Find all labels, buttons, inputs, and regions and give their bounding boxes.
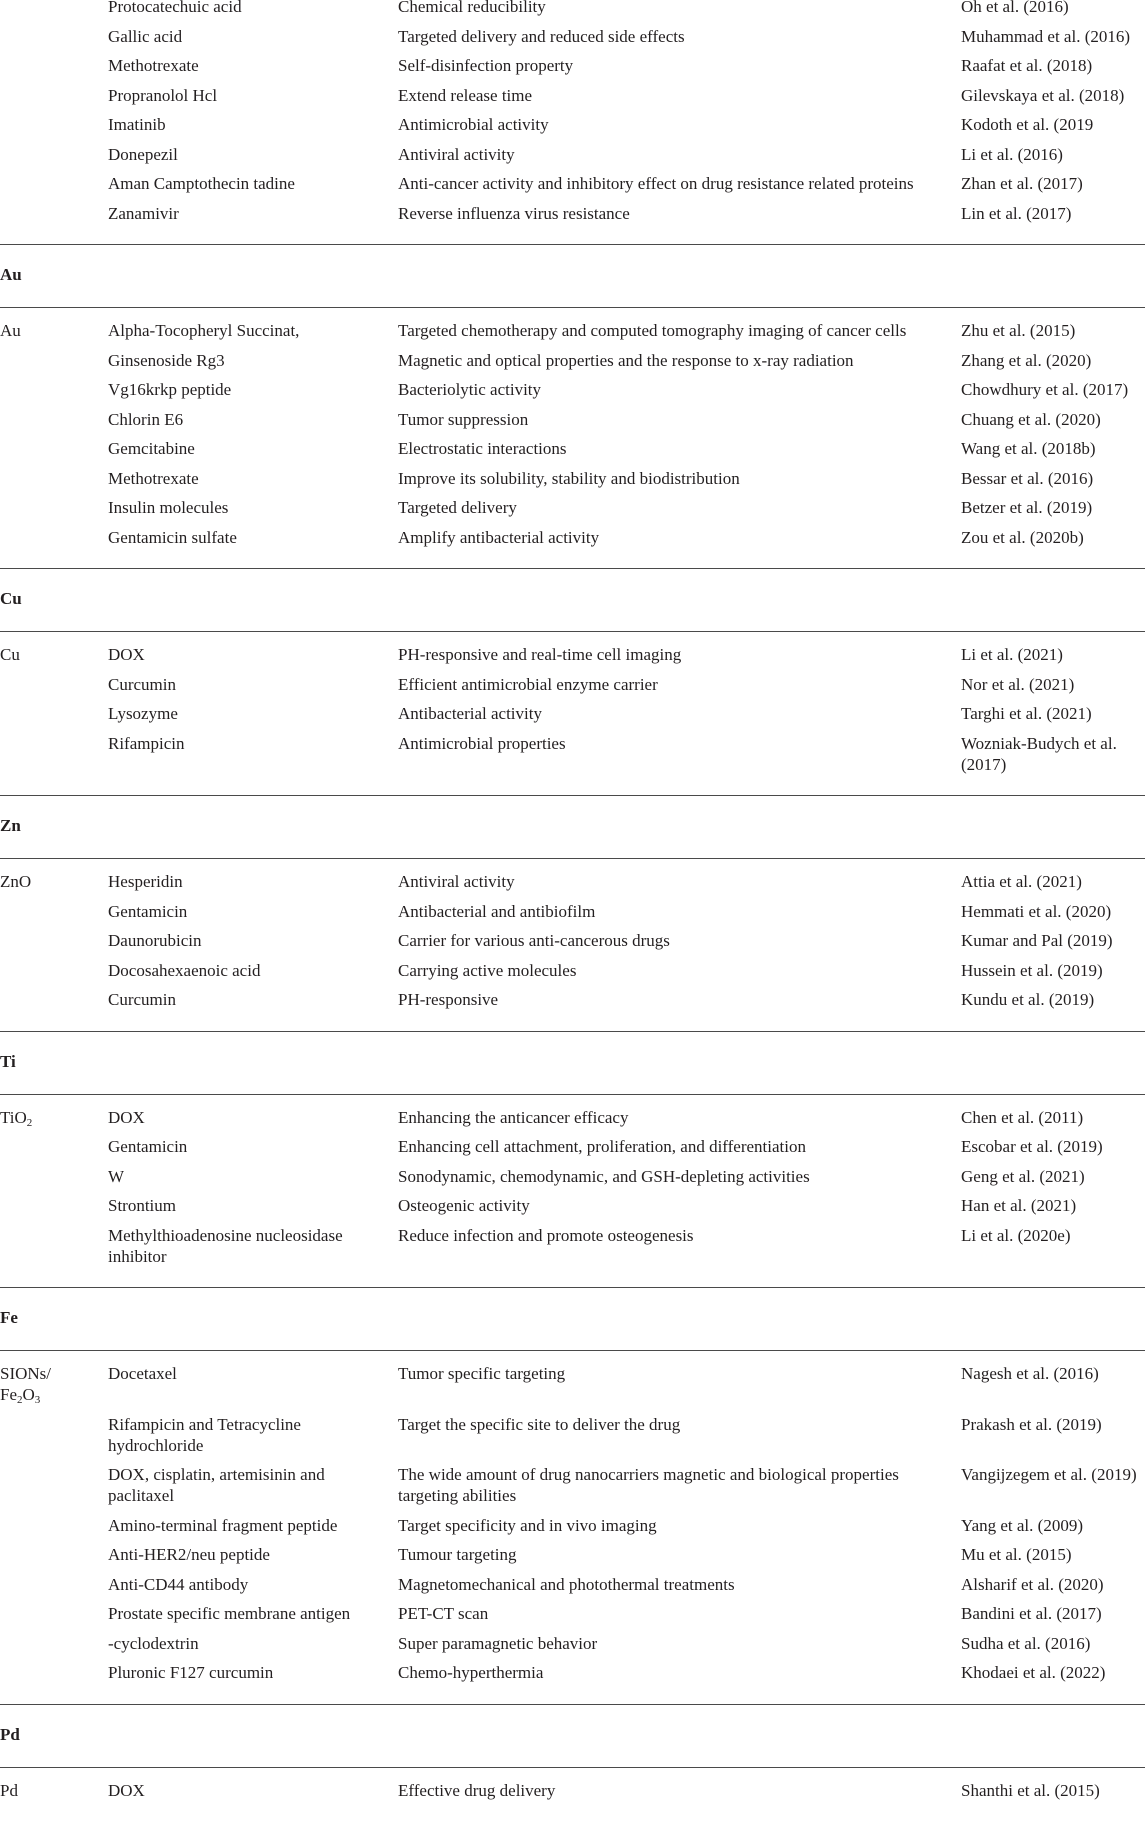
role-cell: Osteogenic activity bbox=[398, 1196, 530, 1215]
material-text: Cu bbox=[0, 645, 20, 664]
role-cell: Efficient antimicrobial enzyme carrier bbox=[398, 674, 658, 694]
material-cell bbox=[0, 1107, 100, 1128]
material-subscript: 3 bbox=[34, 1394, 41, 1406]
role-cell: Target the specific site to deliver the drug bbox=[398, 1414, 681, 1434]
reference-cell: Lin et al. (2017) bbox=[961, 203, 1072, 223]
role-cell: Antimicrobial properties bbox=[398, 733, 566, 753]
reference-cell: Targhi et al. (2021) bbox=[961, 704, 1092, 723]
section-header bbox=[0, 1704, 1145, 1768]
role-cell: Enhancing cell attachment, proliferation, and differentiation bbox=[398, 1137, 806, 1156]
drug-cell: Chlorin E6 bbox=[108, 409, 184, 429]
reference-cell: Oh et al. (2016) bbox=[961, 0, 1069, 16]
reference-cell: Hemmati et al. (2020) bbox=[961, 901, 1112, 921]
material-cell bbox=[0, 644, 100, 665]
section-label: Zn bbox=[0, 816, 21, 835]
material-cell bbox=[0, 1780, 100, 1801]
drug-cell: Strontium bbox=[108, 1196, 177, 1215]
reference-cell: Bessar et al. (2016) bbox=[961, 468, 1094, 488]
reference-cell: Shanthi et al. (2015) bbox=[961, 1780, 1100, 1800]
drug-cell: Lysozyme bbox=[108, 704, 178, 723]
drug-cell: Hesperidin bbox=[108, 872, 183, 891]
reference-cell: Escobar et al. (2019) bbox=[961, 1137, 1103, 1156]
material-subscript: 2 bbox=[26, 1116, 33, 1129]
drug-cell: Methotrexate bbox=[108, 468, 199, 488]
drug-cell: Curcumin bbox=[108, 674, 176, 694]
reference-cell: Nor et al. (2021) bbox=[961, 674, 1075, 694]
role-cell: The wide amount of drug nanocarriers magnetic and biological properties targeting abilities bbox=[398, 1465, 899, 1505]
reference-cell: Muhammad et al. (2016) bbox=[961, 26, 1131, 46]
drug-cell: Protocatechuic acid bbox=[108, 0, 242, 16]
role-cell: Carrying active molecules bbox=[398, 960, 577, 980]
reference-cell: Chowdhury et al. (2017) bbox=[961, 380, 1129, 399]
reference-cell: Hussein et al. (2019) bbox=[961, 960, 1103, 980]
role-cell: Chemical reducibility bbox=[398, 0, 546, 16]
reference-cell: Kodoth et al. (2019 bbox=[961, 115, 1094, 134]
role-cell: Carrier for various anti-cancerous drugs bbox=[398, 931, 670, 950]
role-cell: Targeted chemotherapy and computed tomography imaging of cancer cells bbox=[398, 321, 907, 340]
role-cell: Anti-cancer activity and inhibitory effect on drug resistance related proteins bbox=[398, 174, 914, 193]
drug-cell: Donepezil bbox=[108, 144, 178, 164]
material-text: ZnO bbox=[0, 872, 32, 891]
reference-cell: Vangijzegem et al. (2019) bbox=[961, 1465, 1137, 1484]
drug-cell: Docosahexaenoic acid bbox=[108, 960, 261, 980]
role-cell: Self-disinfection property bbox=[398, 56, 574, 75]
section-header bbox=[0, 244, 1145, 308]
material-text-line2b: O bbox=[22, 1385, 35, 1404]
drug-cell: Amino-terminal fragment peptide bbox=[108, 1515, 338, 1535]
role-cell: Improve its solubility, stability and biodistribution bbox=[398, 468, 740, 488]
section-header bbox=[0, 568, 1145, 632]
section-label: Fe bbox=[0, 1308, 18, 1327]
reference-cell: Khodaei et al. (2022) bbox=[961, 1663, 1106, 1682]
reference-cell: Zhang et al. (2020) bbox=[961, 350, 1092, 370]
reference-cell: Yang et al. (2009) bbox=[961, 1515, 1083, 1535]
role-cell: PH-responsive bbox=[398, 990, 499, 1009]
drug-cell: DOX bbox=[108, 645, 145, 664]
role-cell: Enhancing the anticancer efficacy bbox=[398, 1107, 629, 1127]
drug-cell: Insulin molecules bbox=[108, 498, 229, 517]
reference-cell: Kumar and Pal (2019) bbox=[961, 931, 1113, 950]
reference-cell: Zou et al. (2020b) bbox=[961, 527, 1084, 547]
drug-cell: Curcumin bbox=[108, 990, 176, 1009]
reference-cell: Chuang et al. (2020) bbox=[961, 409, 1101, 429]
material-cell bbox=[0, 871, 100, 892]
drug-cell: Propranolol Hcl bbox=[108, 85, 218, 105]
role-cell: Tumour targeting bbox=[398, 1545, 517, 1564]
role-cell: Targeted delivery and reduced side effects bbox=[398, 26, 685, 46]
reference-cell: Raafat et al. (2018) bbox=[961, 56, 1093, 75]
reference-cell: Nagesh et al. (2016) bbox=[961, 1364, 1099, 1383]
role-cell: PH-responsive and real-time cell imaging bbox=[398, 645, 682, 664]
role-cell: Amplify antibacterial activity bbox=[398, 527, 600, 547]
reference-cell: Han et al. (2021) bbox=[961, 1196, 1077, 1215]
drug-cell: Daunorubicin bbox=[108, 931, 202, 950]
role-cell: Sonodynamic, chemodynamic, and GSH-depleting activities bbox=[398, 1166, 810, 1186]
role-cell: Antibacterial activity bbox=[398, 704, 542, 723]
material-text: SIONs/ bbox=[0, 1364, 52, 1383]
section-header bbox=[0, 795, 1145, 859]
role-cell: Antiviral activity bbox=[398, 872, 515, 891]
section-label: Au bbox=[0, 265, 22, 284]
drug-cell: Anti-HER2/neu peptide bbox=[108, 1545, 270, 1564]
reference-cell: Sudha et al. (2016) bbox=[961, 1633, 1091, 1653]
drug-cell: Docetaxel bbox=[108, 1364, 177, 1383]
reference-cell: Alsharif et al. (2020) bbox=[961, 1574, 1104, 1594]
reference-cell: Geng et al. (2021) bbox=[961, 1166, 1085, 1186]
drug-cell: Zanamivir bbox=[108, 203, 179, 223]
role-cell: Antibacterial and antibiofilm bbox=[398, 901, 596, 921]
drug-cell: Gemcitabine bbox=[108, 439, 195, 458]
drug-cell: Gentamicin bbox=[108, 901, 188, 921]
drug-cell: DOX bbox=[108, 1107, 145, 1127]
section-label: Pd bbox=[0, 1724, 20, 1744]
material-cell bbox=[0, 320, 100, 341]
reference-cell: Li et al. (2021) bbox=[961, 645, 1063, 664]
reference-cell: Chen et al. (2011) bbox=[961, 1107, 1084, 1127]
drug-cell: Methotrexate bbox=[108, 56, 199, 75]
reference-cell: Wozniak-Budych et al. (2017) bbox=[961, 733, 1117, 774]
role-cell: Electrostatic interactions bbox=[398, 439, 567, 458]
drug-cell: DOX, cisplatin, artemisinin and paclitaxel bbox=[108, 1465, 325, 1505]
drug-cell: Aman Camptothecin tadine bbox=[108, 174, 295, 193]
role-cell: Tumor specific targeting bbox=[398, 1364, 566, 1383]
role-cell: Magnetomechanical and photothermal treatments bbox=[398, 1574, 735, 1594]
section-header bbox=[0, 1031, 1145, 1095]
role-cell: Extend release time bbox=[398, 85, 533, 105]
reference-cell: Zhan et al. (2017) bbox=[961, 174, 1083, 193]
reference-cell: Gilevskaya et al. (2018) bbox=[961, 85, 1125, 105]
reference-cell: Attia et al. (2021) bbox=[961, 872, 1082, 891]
reference-cell: Zhu et al. (2015) bbox=[961, 321, 1076, 340]
role-cell: Effective drug delivery bbox=[398, 1780, 556, 1800]
role-cell: Antimicrobial activity bbox=[398, 115, 549, 134]
role-cell: Tumor suppression bbox=[398, 409, 529, 429]
role-cell: Reduce infection and promote osteogenesis bbox=[398, 1225, 694, 1245]
drug-cell: Imatinib bbox=[108, 115, 166, 134]
role-cell: Reverse influenza virus resistance bbox=[398, 203, 630, 223]
drug-cell: Methylthioadenosine nucleosidase inhibitor bbox=[108, 1225, 343, 1266]
drug-cell: Rifampicin and Tetracycline hydrochloride bbox=[108, 1414, 301, 1455]
reference-cell: Betzer et al. (2019) bbox=[961, 498, 1093, 517]
reference-cell: Kundu et al. (2019) bbox=[961, 990, 1095, 1009]
drug-cell: W bbox=[108, 1166, 125, 1186]
drug-cell: Rifampicin bbox=[108, 733, 185, 753]
drug-cell: -cyclodextrin bbox=[108, 1633, 199, 1653]
material-cell bbox=[0, 1363, 100, 1405]
reference-cell: Li et al. (2020e) bbox=[961, 1225, 1071, 1245]
role-cell: Chemo-hyperthermia bbox=[398, 1663, 544, 1682]
role-cell: Antiviral activity bbox=[398, 144, 515, 164]
material-text-line2: Fe bbox=[0, 1385, 17, 1404]
drug-cell: Gentamicin bbox=[108, 1137, 188, 1156]
role-cell: Magnetic and optical properties and the response to x-ray radiation bbox=[398, 350, 854, 370]
drug-cell: Anti-CD44 antibody bbox=[108, 1574, 249, 1594]
reference-cell: Mu et al. (2015) bbox=[961, 1545, 1072, 1564]
section-header bbox=[0, 1287, 1145, 1351]
material-text: Au bbox=[0, 321, 21, 340]
reference-cell: Prakash et al. (2019) bbox=[961, 1414, 1102, 1434]
reference-cell: Li et al. (2016) bbox=[961, 144, 1063, 164]
material-text: Pd bbox=[0, 1780, 18, 1800]
drug-cell: Alpha-Tocopheryl Succinat, bbox=[108, 321, 300, 340]
reference-cell: Wang et al. (2018b) bbox=[961, 439, 1096, 458]
role-cell: Targeted delivery bbox=[398, 498, 517, 517]
role-cell: Target specificity and in vivo imaging bbox=[398, 1515, 657, 1535]
drug-cell: Vg16krkp peptide bbox=[108, 380, 232, 399]
drug-cell: Pluronic F127 curcumin bbox=[108, 1663, 274, 1682]
drug-cell: Prostate specific membrane antigen bbox=[108, 1604, 351, 1623]
role-cell: Super paramagnetic behavior bbox=[398, 1633, 598, 1653]
role-cell: Bacteriolytic activity bbox=[398, 380, 542, 399]
material-subscript: 2 bbox=[17, 1394, 23, 1406]
section-label: Cu bbox=[0, 589, 22, 608]
role-cell: PET-CT scan bbox=[398, 1604, 489, 1623]
drug-cell: Gallic acid bbox=[108, 26, 183, 46]
drug-cell: Gentamicin sulfate bbox=[108, 527, 237, 547]
material-text: TiO bbox=[0, 1107, 27, 1127]
section-label: Ti bbox=[0, 1051, 16, 1071]
drug-cell: Ginsenoside Rg3 bbox=[108, 350, 225, 370]
reference-cell: Bandini et al. (2017) bbox=[961, 1604, 1102, 1623]
drug-cell: DOX bbox=[108, 1780, 145, 1800]
